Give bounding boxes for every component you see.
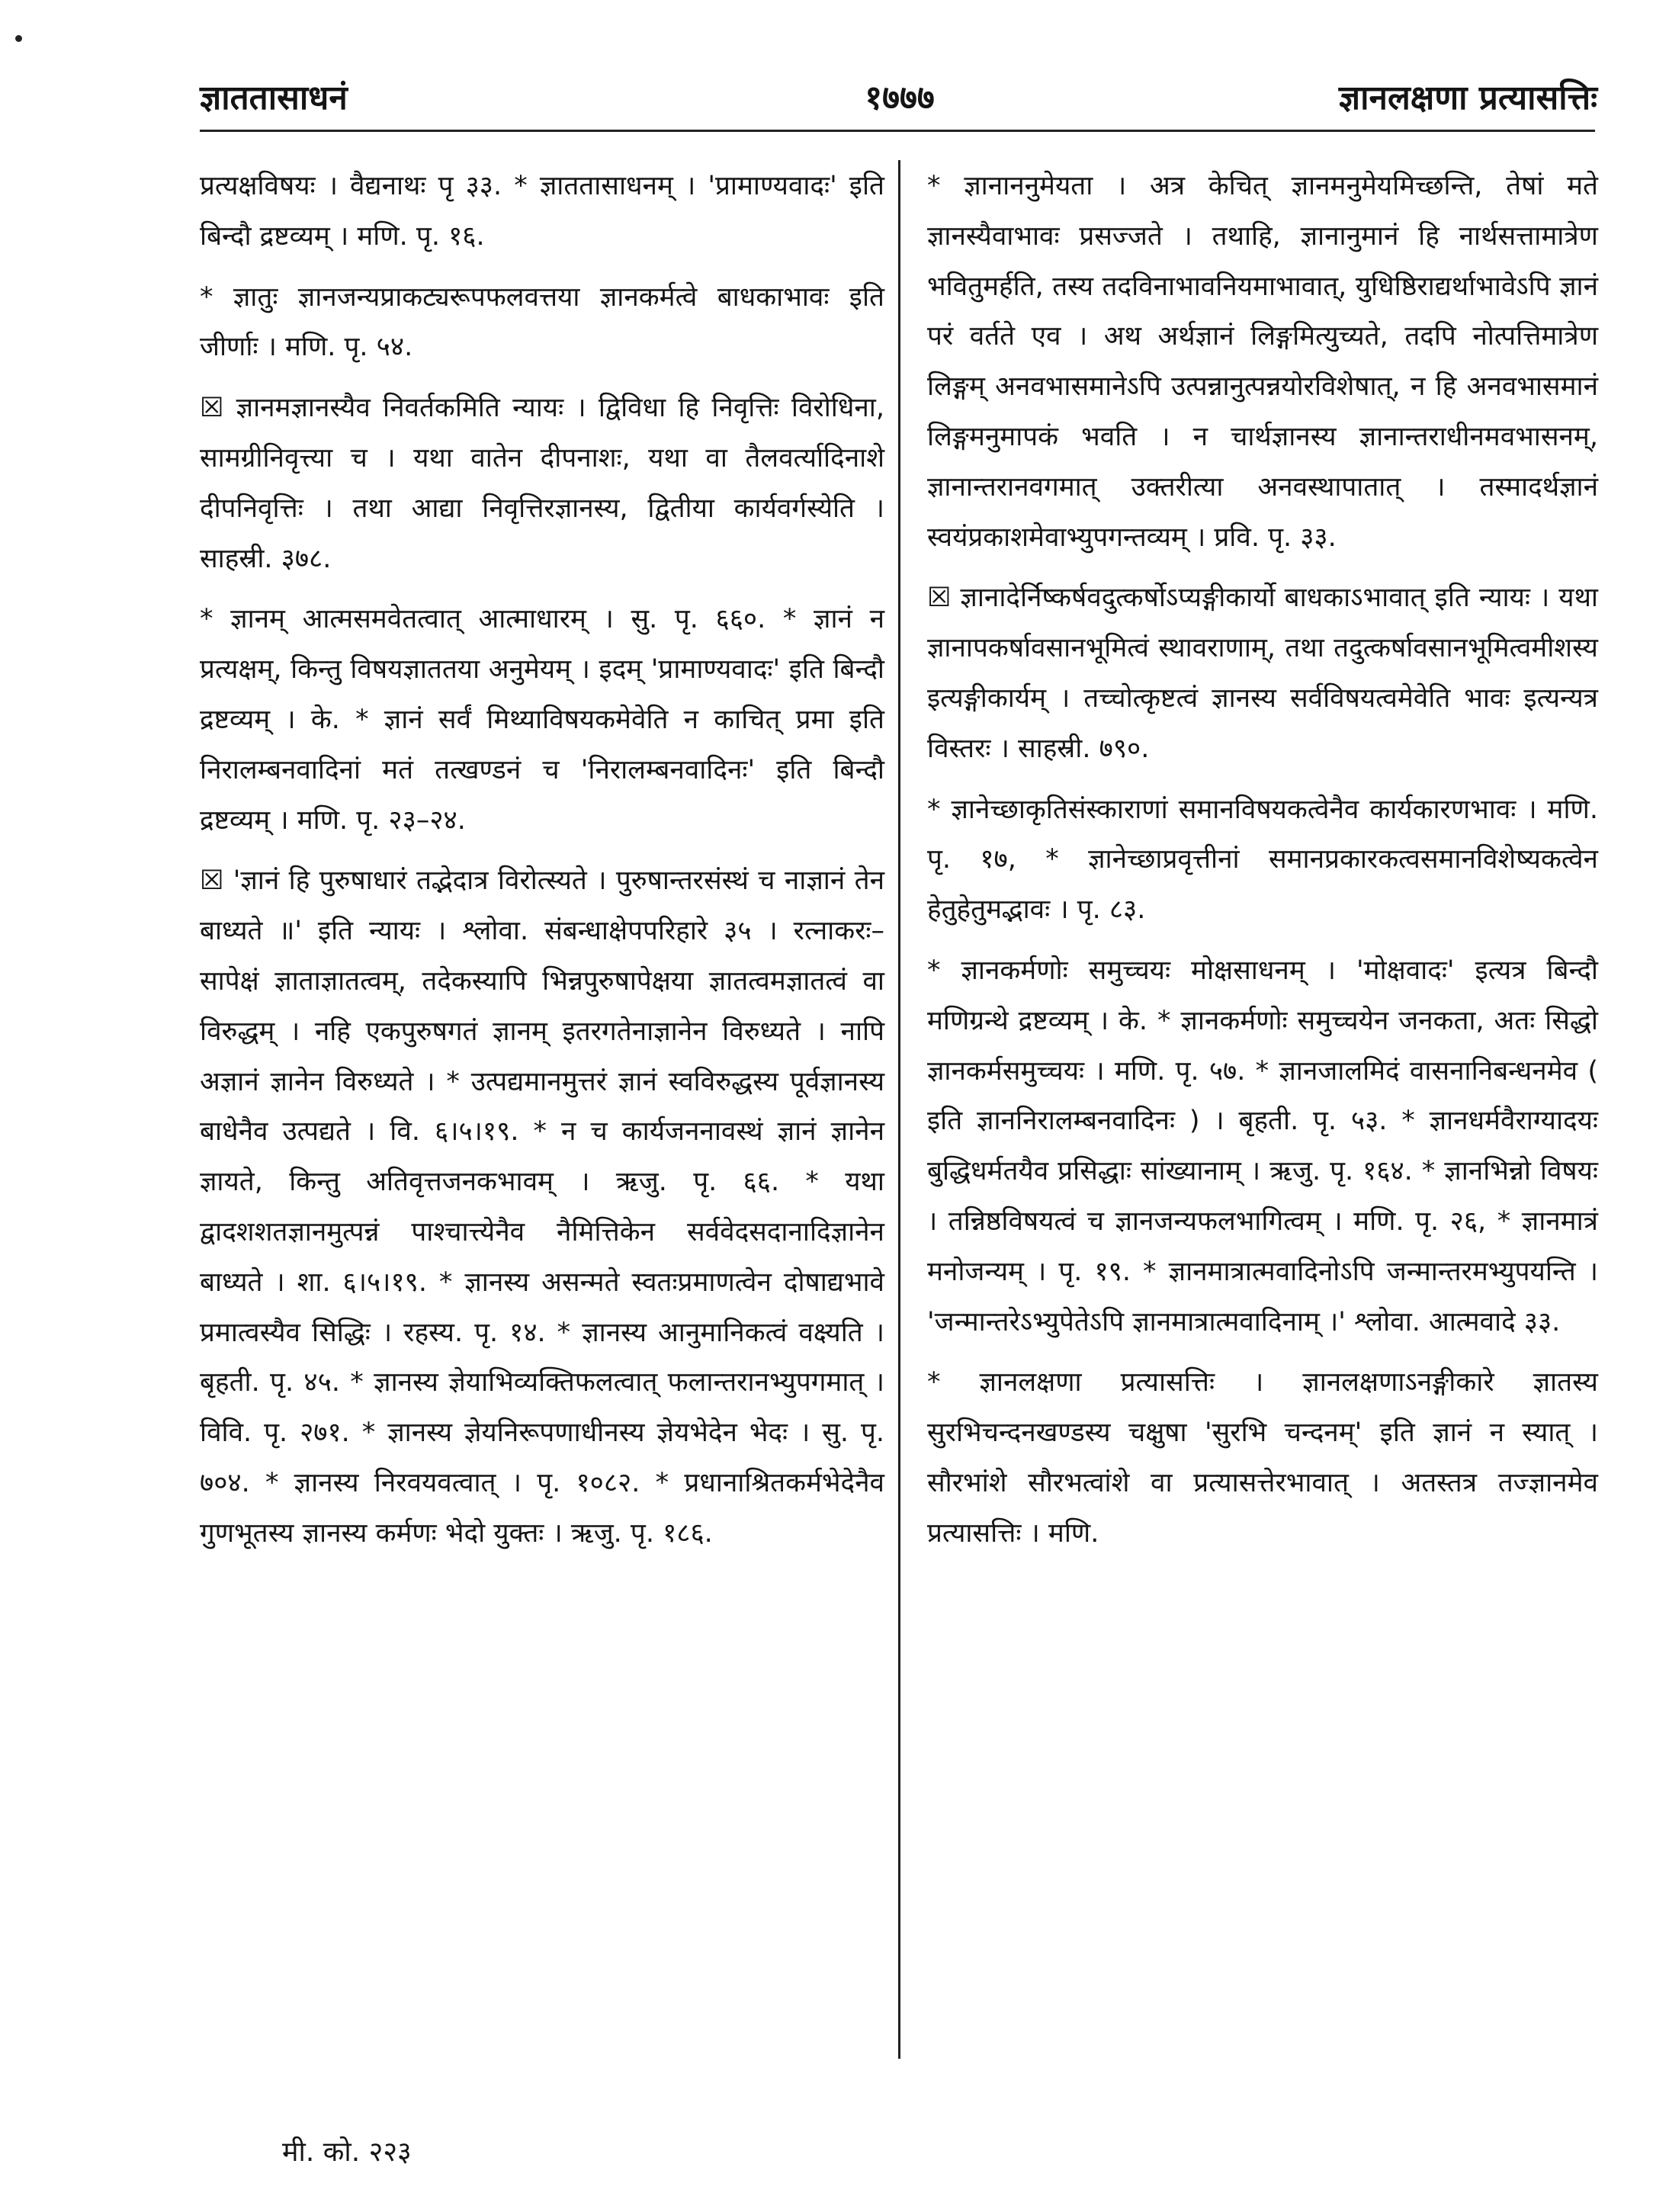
page-number: १७७७: [865, 79, 935, 117]
left-paragraph-2: * ज्ञातुः ज्ञानजन्यप्राकट्यरूपफलवत्तया ज्ञानकर्मत्वे बाधकाभावः इति जीर्णाः । मणि. पृ. ५४.: [200, 281, 884, 363]
page-footer: मी. को. २२३: [282, 2137, 412, 2168]
left-column: [200, 162, 884, 1570]
right-paragraph-2: ☒ ज्ञानादेर्निष्कर्षवदुत्कर्षोऽप्यङ्गीकार्यो बाधकाऽभावात् इति न्यायः । यथा ज्ञानापकर्षावसानभूमित्वं स्थावराणाम्, तथा तदुत्कर्षावसानभूमित्वमीशस्य इत्यङ्गीकार्यम् । तच्चोत्कृष्टत्वं ज्ञानस्य सर्वविषयत्वमेवेति भावः इत्यन्यत्र विस्तरः । साहस्री. ७९०.: [927, 583, 1598, 764]
right-paragraph-3: * ज्ञानेच्छाकृतिसंस्काराणां समानविषयकत्वेनैव कार्यकारणभावः । मणि. पृ. १७, * ज्ञानेच्छाप्रवृत्तीनां समानप्रकारकत्वसमानविशेष्यकत्वेन हेतुहेतुमद्भावः । पृ. ८३.: [927, 794, 1598, 926]
column-divider: [898, 160, 900, 2059]
header-left-catchword: ज्ञाततासाधनं: [200, 79, 348, 117]
page-header: [0, 59, 1669, 120]
left-paragraph-1: प्रत्यक्षविषयः । वैद्यनाथः पृ ३३. * ज्ञाततासाधनम् । 'प्रामाण्यवादः' इति बिन्दौ द्रष्टव्यम् । मणि. पृ. १६.: [200, 171, 884, 252]
right-column: [927, 162, 1598, 1570]
right-paragraph-5: * ज्ञानलक्षणा प्रत्यासत्तिः । ज्ञानलक्षणाऽनङ्गीकारे ज्ञातस्य सुरभिचन्दनखण्डस्य चक्षुषा 'सुरभि चन्दनम्' इति ज्ञानं न स्यात् । सौरभांशे सौरभत्वांशे वा प्रत्यासत्तेरभावात् । अतस्तत्र तज्ज्ञानमेव प्रत्यासत्तिः । मणि.: [927, 1367, 1598, 1549]
header-rule: [200, 130, 1595, 132]
header-right-catchword: ज्ञानलक्षणा प्रत्यासत्तिः: [1338, 79, 1597, 117]
left-paragraph-3: ☒ ज्ञानमज्ञानस्यैव निवर्तकमिति न्यायः । द्विविधा हि निवृत्तिः विरोधिना, सामग्रीनिवृत्त्या च । यथा वातेन दीपनाशः, यथा वा तैलवर्त्यादिनाशे दीपनिवृत्तिः । तथा आद्या निवृत्तिरज्ञानस्य, द्वितीया कार्यवर्गस्येति । साहस्री. ३७८.: [200, 393, 884, 574]
right-paragraph-4: * ज्ञानकर्मणोः समुच्चयः मोक्षसाधनम् । 'मोक्षवादः' इत्यत्र बिन्दौ मणिग्रन्थे द्रष्टव्यम् । के. * ज्ञानकर्मणोः समुच्चयेन जनकता, अतः सिद्धो ज्ञानकर्मसमुच्चयः । मणि. पृ. ५७. * ज्ञानजालमिदं वासनानिबन्धनमेव ( इति ज्ञाननिरालम्बनवादिनः ) । बृहती. पृ. ५३. * ज्ञानधर्मवैराग्यादयः बुद्धिधर्मतयैव प्रसिद्धाः सांख्यानाम् । ऋजु. पृ. १६४. * ज्ञानभिन्नो विषयः । तन्निष्ठविषयत्वं च ज्ञानजन्यफलभागित्वम् । मणि. पृ. २६, * ज्ञानमात्रं मनोजन्यम् । पृ. १९. * ज्ञानमात्रात्मवादिनोऽपि जन्मान्तरमभ्युपयन्ति । 'जन्मान्तरेऽभ्युपेतेऽपि ज्ञानमात्रात्मवादिनाम् ।' श्लोवा. आत्मवादे ३३.: [927, 955, 1598, 1337]
left-paragraph-4: * ज्ञानम् आत्मसमवेतत्वात् आत्माधारम् । सु. पृ. ६६०. * ज्ञानं न प्रत्यक्षम्, किन्तु विषयज्ञाततया अनुमेयम् । इदम् 'प्रामाण्यवादः' इति बिन्दौ द्रष्टव्यम् । के. * ज्ञानं सर्वं मिथ्याविषयकमेवेति न काचित् प्रमा इति निरालम्बनवादिनां मतं तत्खण्डनं च 'निरालम्बनवादिनः' इति बिन्दौ द्रष्टव्यम् । मणि. पृ. २३–२४.: [200, 604, 884, 836]
left-paragraph-5: ☒ 'ज्ञानं हि पुरुषाधारं तद्भेदात्र विरोत्स्यते । पुरुषान्तरसंस्थं च नाज्ञानं तेन बाध्यते ॥' इति न्यायः । श्लोवा. संबन्धाक्षेपपरिहारे ३५ । रत्नाकरः– सापेक्षं ज्ञाताज्ञातत्वम्, तदेकस्यापि भिन्नपुरुषापेक्षया ज्ञातत्वमज्ञातत्वं वा विरुद्धम् । नहि एकपुरुषगतं ज्ञानम् इतरगतेनाज्ञानेन विरुध्यते । नापि अज्ञानं ज्ञानेन विरुध्यते । * उत्पद्यमानमुत्तरं ज्ञानं स्वविरुद्धस्य पूर्वज्ञानस्य बाधेनैव उत्पद्यते । वि. ६।५।१९. * न च कार्यजननावस्थं ज्ञानं ज्ञानेन ज्ञायते, किन्तु अतिवृत्तजनकभावम् । ऋजु. पृ. ६६. * यथा द्वादशशतज्ञानमुत्पन्नं पाश्चात्त्येनैव नैमित्तिकेन सर्ववेदसदानादिज्ञानेन बाध्यते । शा. ६।५।१९. * ज्ञानस्य असन्मते स्वतःप्रमाणत्वेन दोषाद्यभावे प्रमात्वस्यैव सिद्धिः । रहस्य. पृ. १४. * ज्ञानस्य आनुमानिकत्वं वक्ष्यति । बृहती. पृ. ४५. * ज्ञानस्य ज्ञेयाभिव्यक्तिफलत्वात् फलान्तरानभ्युपगमात् । विवि. पृ. २७१. * ज्ञानस्य ज्ञेयनिरूपणाधीनस्य ज्ञेयभेदेन भेदः । सु. पृ. ७०४. * ज्ञानस्य निरवयवत्वात् । पृ. १०८२. * प्रधानाश्रितकर्मभेदेनैव गुणभूतस्य ज्ञानस्य कर्मणः भेदो युक्तः । ऋजु. पृ. १८६.: [200, 865, 884, 1549]
right-paragraph-1: * ज्ञानाननुमेयता । अत्र केचित् ज्ञानमनुमेयमिच्छन्ति, तेषां मते ज्ञानस्यैवाभावः प्रसज्जते । तथाहि, ज्ञानानुमानं हि नार्थसत्तामात्रेण भवितुमर्हति, तस्य तदविनाभावनियमाभावात्, युधिष्ठिराद्यर्थाभावेऽपि ज्ञानं परं वर्तते एव । अथ अर्थज्ञानं लिङ्गमित्युच्यते, तदपि नोत्पत्तिमात्रेण लिङ्गम् अनवभासमानेऽपि उत्पन्नानुत्पन्नयोरविशेषात्, न हि अनवभासमानं लिङ्गमनुमापकं भवति । न चार्थज्ञानस्य ज्ञानान्तराधीनमवभासनम्, ज्ञानान्तरानवगमात् उक्तरीत्या अनवस्थापातात् । तस्मादर्थज्ञानं स्वयंप्रकाशमेवाभ्युपगन्तव्यम् । प्रवि. पृ. ३३.: [927, 171, 1598, 553]
stray-dot: [15, 35, 22, 42]
